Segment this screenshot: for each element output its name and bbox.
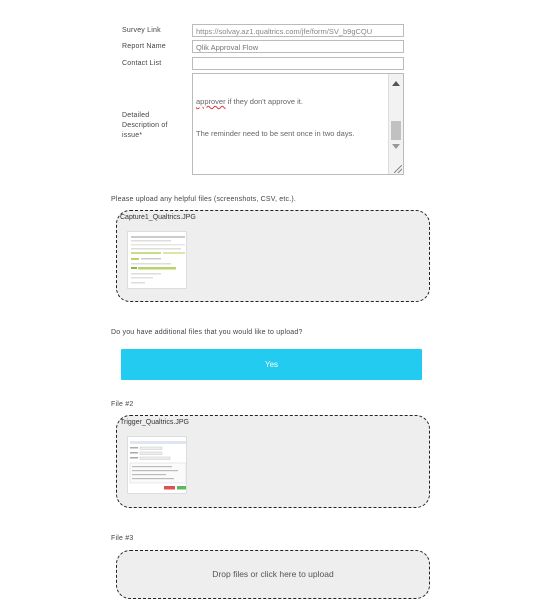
report-name-label: Report Name xyxy=(122,43,166,50)
description-textarea[interactable] xyxy=(192,73,404,175)
contact-list-label: Contact List xyxy=(122,60,162,67)
report-name-field[interactable]: Qlik Approval Flow xyxy=(192,40,404,53)
survey-link-field[interactable]: https://solvay.az1.qualtrics.com/jfe/form/SV_b9gCQU xyxy=(192,24,404,37)
file-2-label: File #2 xyxy=(111,401,134,408)
additional-files-question: Do you have additional files that you would like to upload? xyxy=(111,329,303,336)
text-line xyxy=(196,160,382,171)
description-label-line: Detailed xyxy=(122,112,150,119)
file-3-label: File #3 xyxy=(111,535,134,542)
text-line: The reminder need to be sent once in two days. xyxy=(196,128,355,138)
dropzone-instructions: Drop files or click here to upload xyxy=(212,569,334,579)
scroll-down-arrow-icon[interactable] xyxy=(392,144,400,149)
misspelled-word: approver xyxy=(196,97,226,106)
file-thumbnail[interactable] xyxy=(127,436,187,494)
survey-link-label: Survey Link xyxy=(122,27,161,34)
resize-handle-icon[interactable] xyxy=(394,165,402,173)
file-name: Capture1_Qualtrics.JPG xyxy=(120,214,196,221)
upload-prompt: Please upload any helpful files (screenshots, CSV, etc.). xyxy=(111,196,297,203)
screenshot-preview-icon xyxy=(128,437,187,494)
file-upload-dropzone-3[interactable] xyxy=(116,550,430,599)
description-text xyxy=(196,76,382,175)
scroll-up-arrow-icon[interactable] xyxy=(392,81,400,86)
file-upload-dropzone-1[interactable] xyxy=(116,210,430,302)
description-label-line: Description of xyxy=(122,122,168,129)
description-label-line: issue* xyxy=(122,132,143,139)
description-label xyxy=(122,111,168,141)
textarea-scrollbar[interactable] xyxy=(388,74,403,174)
yes-button[interactable]: Yes xyxy=(121,349,422,380)
text-line: if they don't approve it. xyxy=(225,97,303,106)
file-name: Trigger_Qualtrics.JPG xyxy=(120,419,189,426)
contact-list-field[interactable] xyxy=(192,57,404,70)
scroll-thumb[interactable] xyxy=(391,121,401,140)
screenshot-preview-icon xyxy=(128,232,187,289)
file-thumbnail[interactable] xyxy=(127,231,187,289)
file-upload-dropzone-2[interactable] xyxy=(116,415,430,508)
